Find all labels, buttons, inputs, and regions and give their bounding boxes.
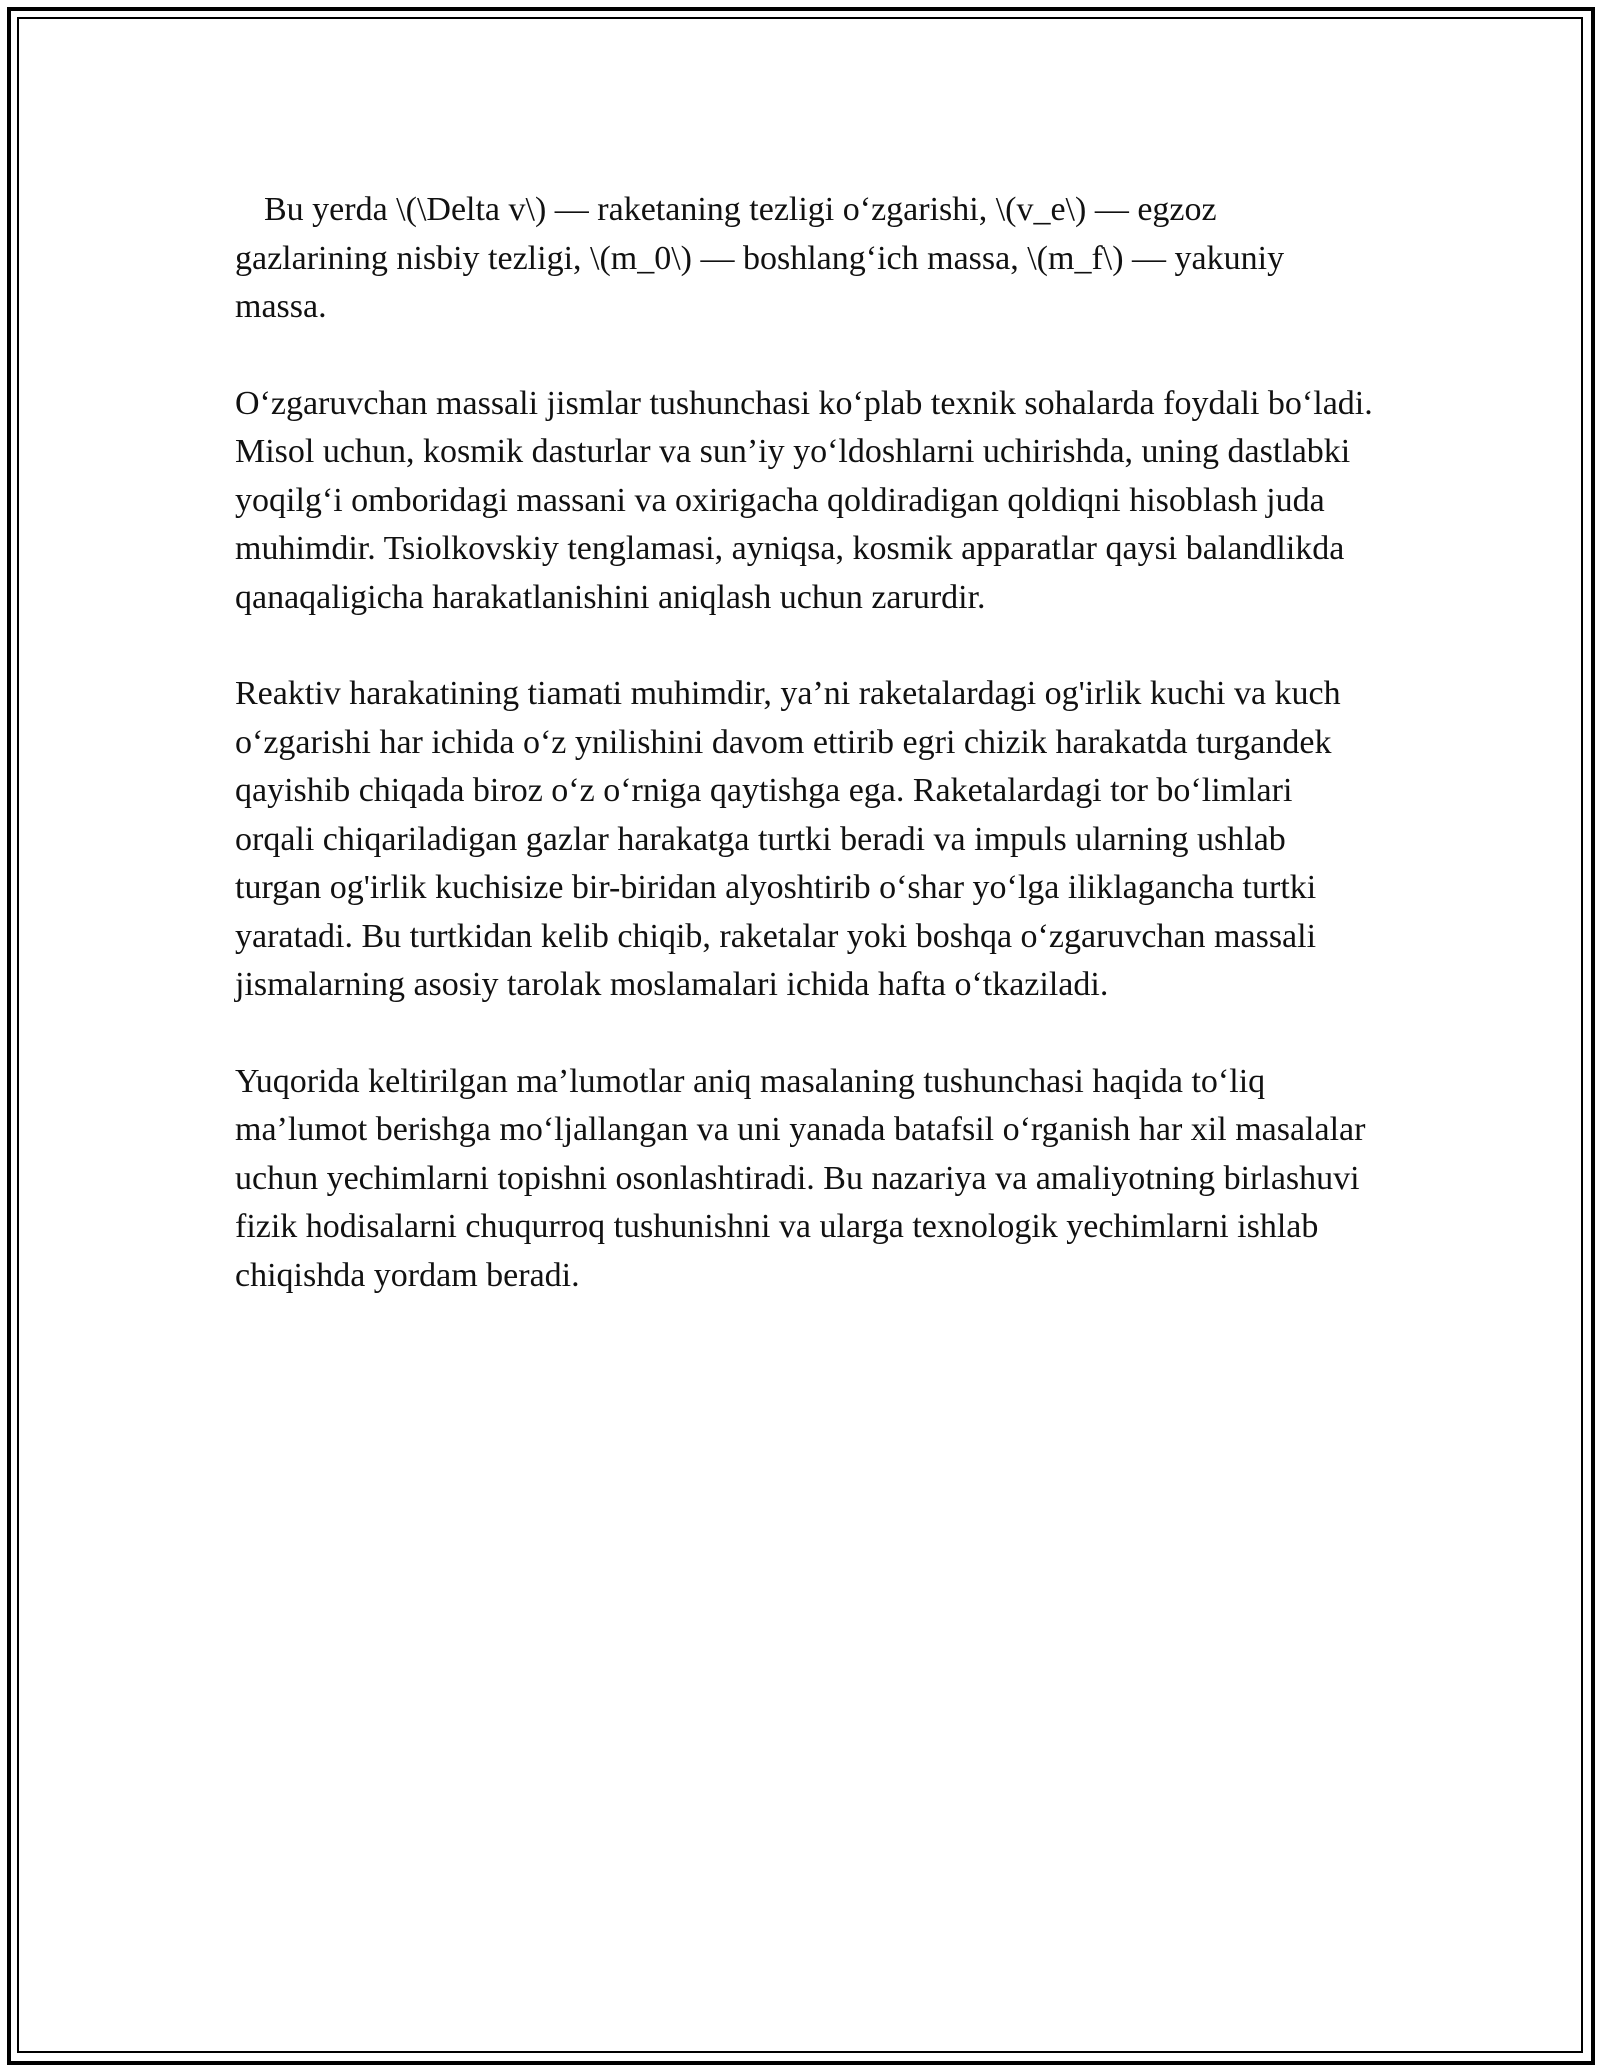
paragraph-variable-definitions: Bu yerda \(\Delta v\) — raketaning tezligi o‘zgarishi, \(v_e\) — egzoz gazlarining nisbiy tezligi, \(m_0\) — boshlang‘ich massa, \(m_f\) — yakuniy massa.	[235, 191, 1285, 325]
paragraph-variable-mass-applications: O‘zgaruvchan massali jismlar tushunchasi ko‘plab texnik sohalarda foydali bo‘ladi. Misol uchun, kosmik dasturlar va sun’iy yo‘ldoshlarni uchirishda, uning dastlabki yoqilg‘i omboridagi massani va oxirigacha qoldiradigan qoldiqni hisoblash juda muhimdir. Tsiolkovskiy tenglamasi, ayniqsa, kosmik apparatlar qaysi balandlikda qanaqaligicha harakatlanishini aniqlash uchun zarurdir.	[235, 384, 1373, 616]
paragraph-conclusion: Yuqorida keltirilgan ma’lumotlar aniq masalaning tushunchasi haqida to‘liq ma’lumot berishga mo‘ljallangan va uni yanada batafsil o‘rganish har xil masalalar uchun yechimlarni topishni osonlashtiradi. Bu nazariya va amaliyotning birlashuvi fizik hodisalarni chuqurroq tushunishni va ularga texnologik yechimlarni ishlab chiqishda yordam beradi.	[235, 1062, 1366, 1294]
paragraph-reactive-motion: Reaktiv harakatining tiamati muhimdir, ya’ni raketalardagi og'irlik kuchi va kuch o‘zgarishi har ichida o‘z ynilishini davom ettirib egri chizik harakatda turgandek qayishib chiqada biroz o‘z o‘rniga qaytishga ega. Raketalardagi tor bo‘limlari orqali chiqariladigan gazlar harakatga turtki beradi va impuls ularning ushlab turgan og'irlik kuchisize bir-biridan alyoshtirib o‘shar yo‘lga iliklagancha turtki yaratadi. Bu turtkidan kelib chiqib, raketalar yoki boshqa o‘zgaruvchan massali jismalarning asosiy tarolak moslamalari ichida hafta o‘tkaziladi.	[235, 675, 1341, 1003]
document-body	[235, 186, 1375, 1348]
